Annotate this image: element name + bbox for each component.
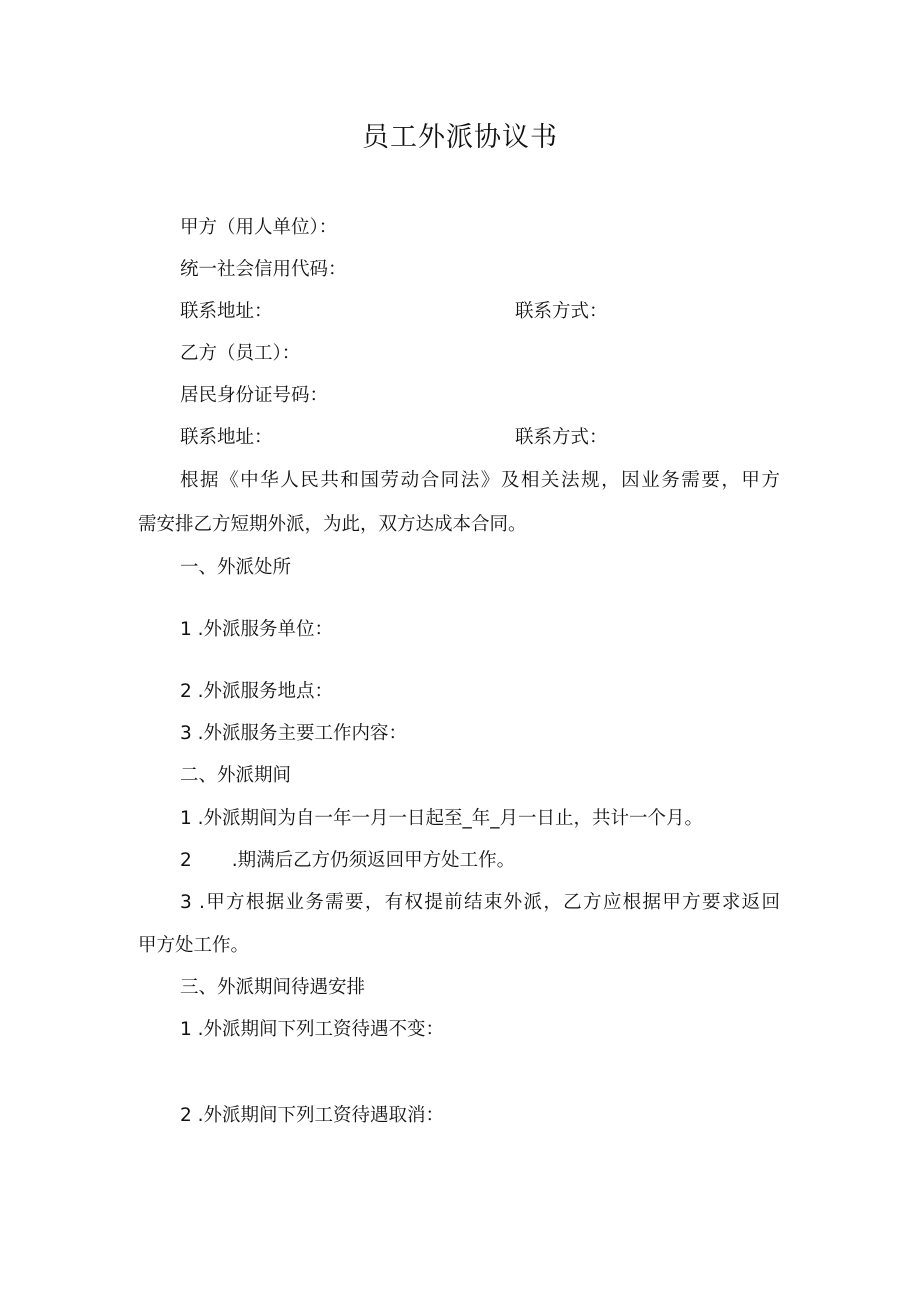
section-3-heading: 三、外派期间待遇安排 [180,977,366,998]
section-2-item-3-line-1: 3 .甲方根据业务需要，有权提前结束外派，乙方应根据甲方要求返回 [180,892,780,913]
section-1-item-1: 1 .外派服务单位： [180,619,334,640]
section-1-item-3: 3 .外派服务主要工作内容： [180,723,408,744]
party-b-address-label: 联系地址： [180,427,273,448]
party-a-name-label: 甲方（用人单位）： [180,217,338,238]
party-b-id-label: 居民身份证号码： [180,385,329,406]
section-2-item-3-line-2: 甲方处工作。 [138,935,250,956]
party-b-contact-label: 联系方式： [515,427,608,448]
section-2-item-2-number: 2 [180,850,192,871]
section-2-item-2-text: .期满后乙方仍须返回甲方处工作。 [231,850,516,871]
document-title: 员工外派协议书 [362,122,558,153]
section-2-heading: 二、外派期间 [180,765,292,786]
party-b-name-label: 乙方（员工）： [180,343,301,364]
section-2-item-1: 1 .外派期间为自一年一月一日起至_年_月一日止，共计一个月。 [180,808,704,829]
section-3-item-1: 1 .外派期间下列工资待遇不变： [180,1019,445,1040]
party-a-contact-label: 联系方式： [515,301,608,322]
preamble-line-1: 根据《中华人民共和国劳动合同法》及相关法规，因业务需要，甲方 [180,470,780,491]
section-2-item-2 [180,847,515,875]
party-a-address-label: 联系地址： [180,301,273,322]
preamble-line-2: 需安排乙方短期外派，为此，双方达成本合同。 [138,514,527,535]
party-a-credit-code-label: 统一社会信用代码： [180,259,347,280]
section-1-item-2: 2 .外派服务地点： [180,681,334,702]
section-3-item-2: 2 .外派期间下列工资待遇取消： [180,1105,445,1126]
section-1-heading: 一、外派处所 [180,557,292,578]
